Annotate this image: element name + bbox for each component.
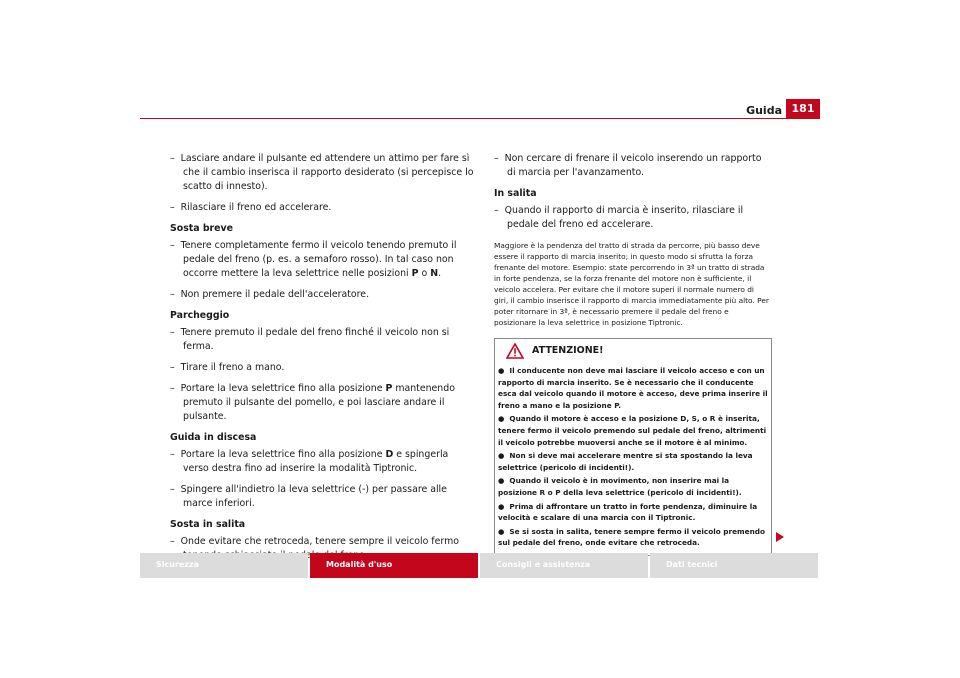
warning-item: ● Prima di affrontare un tratto in forte pendenza, diminuire la velocità e scalare di una marcia con il Tiptronic.	[498, 501, 758, 523]
list-item: – Quando il rapporto di marcia è inserito, rilasciare il pedale del freno ed accelerare.	[494, 205, 744, 230]
section-heading: Parcheggio	[170, 310, 230, 321]
header-rule	[140, 118, 820, 119]
section-heading: Sosta in salita	[170, 519, 246, 530]
left-column	[170, 152, 475, 570]
warning-item: ● Non si deve mai accelerare mentre si sta spostando la leva selettrice (pericolo di incidenti!).	[498, 451, 753, 472]
list-item: – Portare la leva selettrice fino alla posizione P mantenendo premuto il pulsante del pomello, e poi lasciare andare il pulsante.	[170, 383, 455, 422]
warning-triangle-icon	[506, 343, 524, 359]
tab-dati-tecnici[interactable]: Dati tecnici	[650, 553, 818, 578]
page-number: 181	[786, 99, 820, 118]
tab-modalita-duso[interactable]: Modalità d'uso	[310, 553, 478, 578]
list-item: – Tirare il freno a mano.	[170, 362, 285, 373]
warning-item: ● Se si sosta in salita, tenere sempre fermo il veicolo premendo sul pedale del freno, onde evitare che retroceda.	[498, 526, 766, 548]
warning-item: ● Il conducente non deve mai lasciare il veicolo acceso e con un rapporto di marcia inserito. Se è necessario che il conducente esca dal veicolo quando il motore è acceso, deve prima inserire il freno a mano e la posizione P.	[498, 366, 768, 410]
warning-title: ATTENZIONE!	[532, 345, 604, 356]
list-item: – Portare la leva selettrice fino alla posizione D e spingerla verso destra fino ad inserire la modalità Tiptronic.	[170, 449, 449, 474]
list-item: – Lasciare andare il pulsante ed attendere un attimo per fare sì che il cambio inserisca il rapporto desiderato (si percepisce lo scatto di innesto).	[170, 153, 474, 192]
tab-consigli-e-assistenza[interactable]: Consigli e assistenza	[480, 553, 648, 578]
list-item: – Rilasciare il freno ed accelerare.	[170, 202, 332, 213]
right-column	[494, 152, 770, 556]
section-heading: Guida in discesa	[170, 432, 257, 443]
footer-nav	[140, 553, 820, 578]
list-item: – Non premere il pedale dell'acceleratore.	[170, 289, 370, 300]
warning-item: ● Quando il veicolo è in movimento, non inserire mai la posizione R o P della leva selettrice (pericolo di incidenti!).	[498, 476, 742, 497]
warning-box	[494, 338, 772, 556]
list-item: – Spingere all'indietro la leva selettrice (-) per passare alle marce inferiori.	[170, 484, 447, 509]
section-heading: In salita	[494, 188, 537, 199]
list-item: – Tenere completamente fermo il veicolo tenendo premuto il pedale del freno (p. es. a semaforo rosso). In tal caso non occorre mettere la leva selettrice nelle posizioni P o N.	[170, 240, 457, 279]
section-heading: Sosta breve	[170, 223, 234, 234]
next-page-arrow-icon[interactable]	[776, 532, 784, 542]
list-item: – Tenere premuto il pedale del freno finché il veicolo non si ferma.	[170, 327, 450, 352]
list-item: – Onde evitare che retroceda, tenere sempre il veicolo fermo	[170, 536, 459, 547]
warning-item: ● Quando il motore è acceso e la posizione D, S, o R è inserita, tenere fermo il veicolo premendo sul pedale del freno, altrimenti il veicolo potrebbe muoversi anche se il motore è al minimo.	[498, 414, 767, 447]
tab-sicurezza[interactable]: Sicurezza	[140, 553, 308, 578]
header-title: Guida	[746, 104, 782, 117]
note-paragraph: Maggiore è la pendenza del tratto di strada da percorre, più basso deve essere il rapporto di marcia inserito; in questo modo si sfrutta la forza frenante del motore. Esempio: state percorrendo in 3ª un tratto di strada in forte pendenza, se la forza frenante del motore non è sufficiente, il veicolo accelera. Per evitare che il motore superi il normale numero di giri, il cambio inserisce il rapporto di marcia immediatamente più alto. Per poter ritornare in 3ª, è necessario premere il pedale del freno e posizionare la leva selettrice in posizione Tiptronic.	[494, 241, 769, 327]
list-item: – Non cercare di frenare il veicolo inserendo un rapporto di marcia per l'avanzamento.	[494, 153, 762, 178]
